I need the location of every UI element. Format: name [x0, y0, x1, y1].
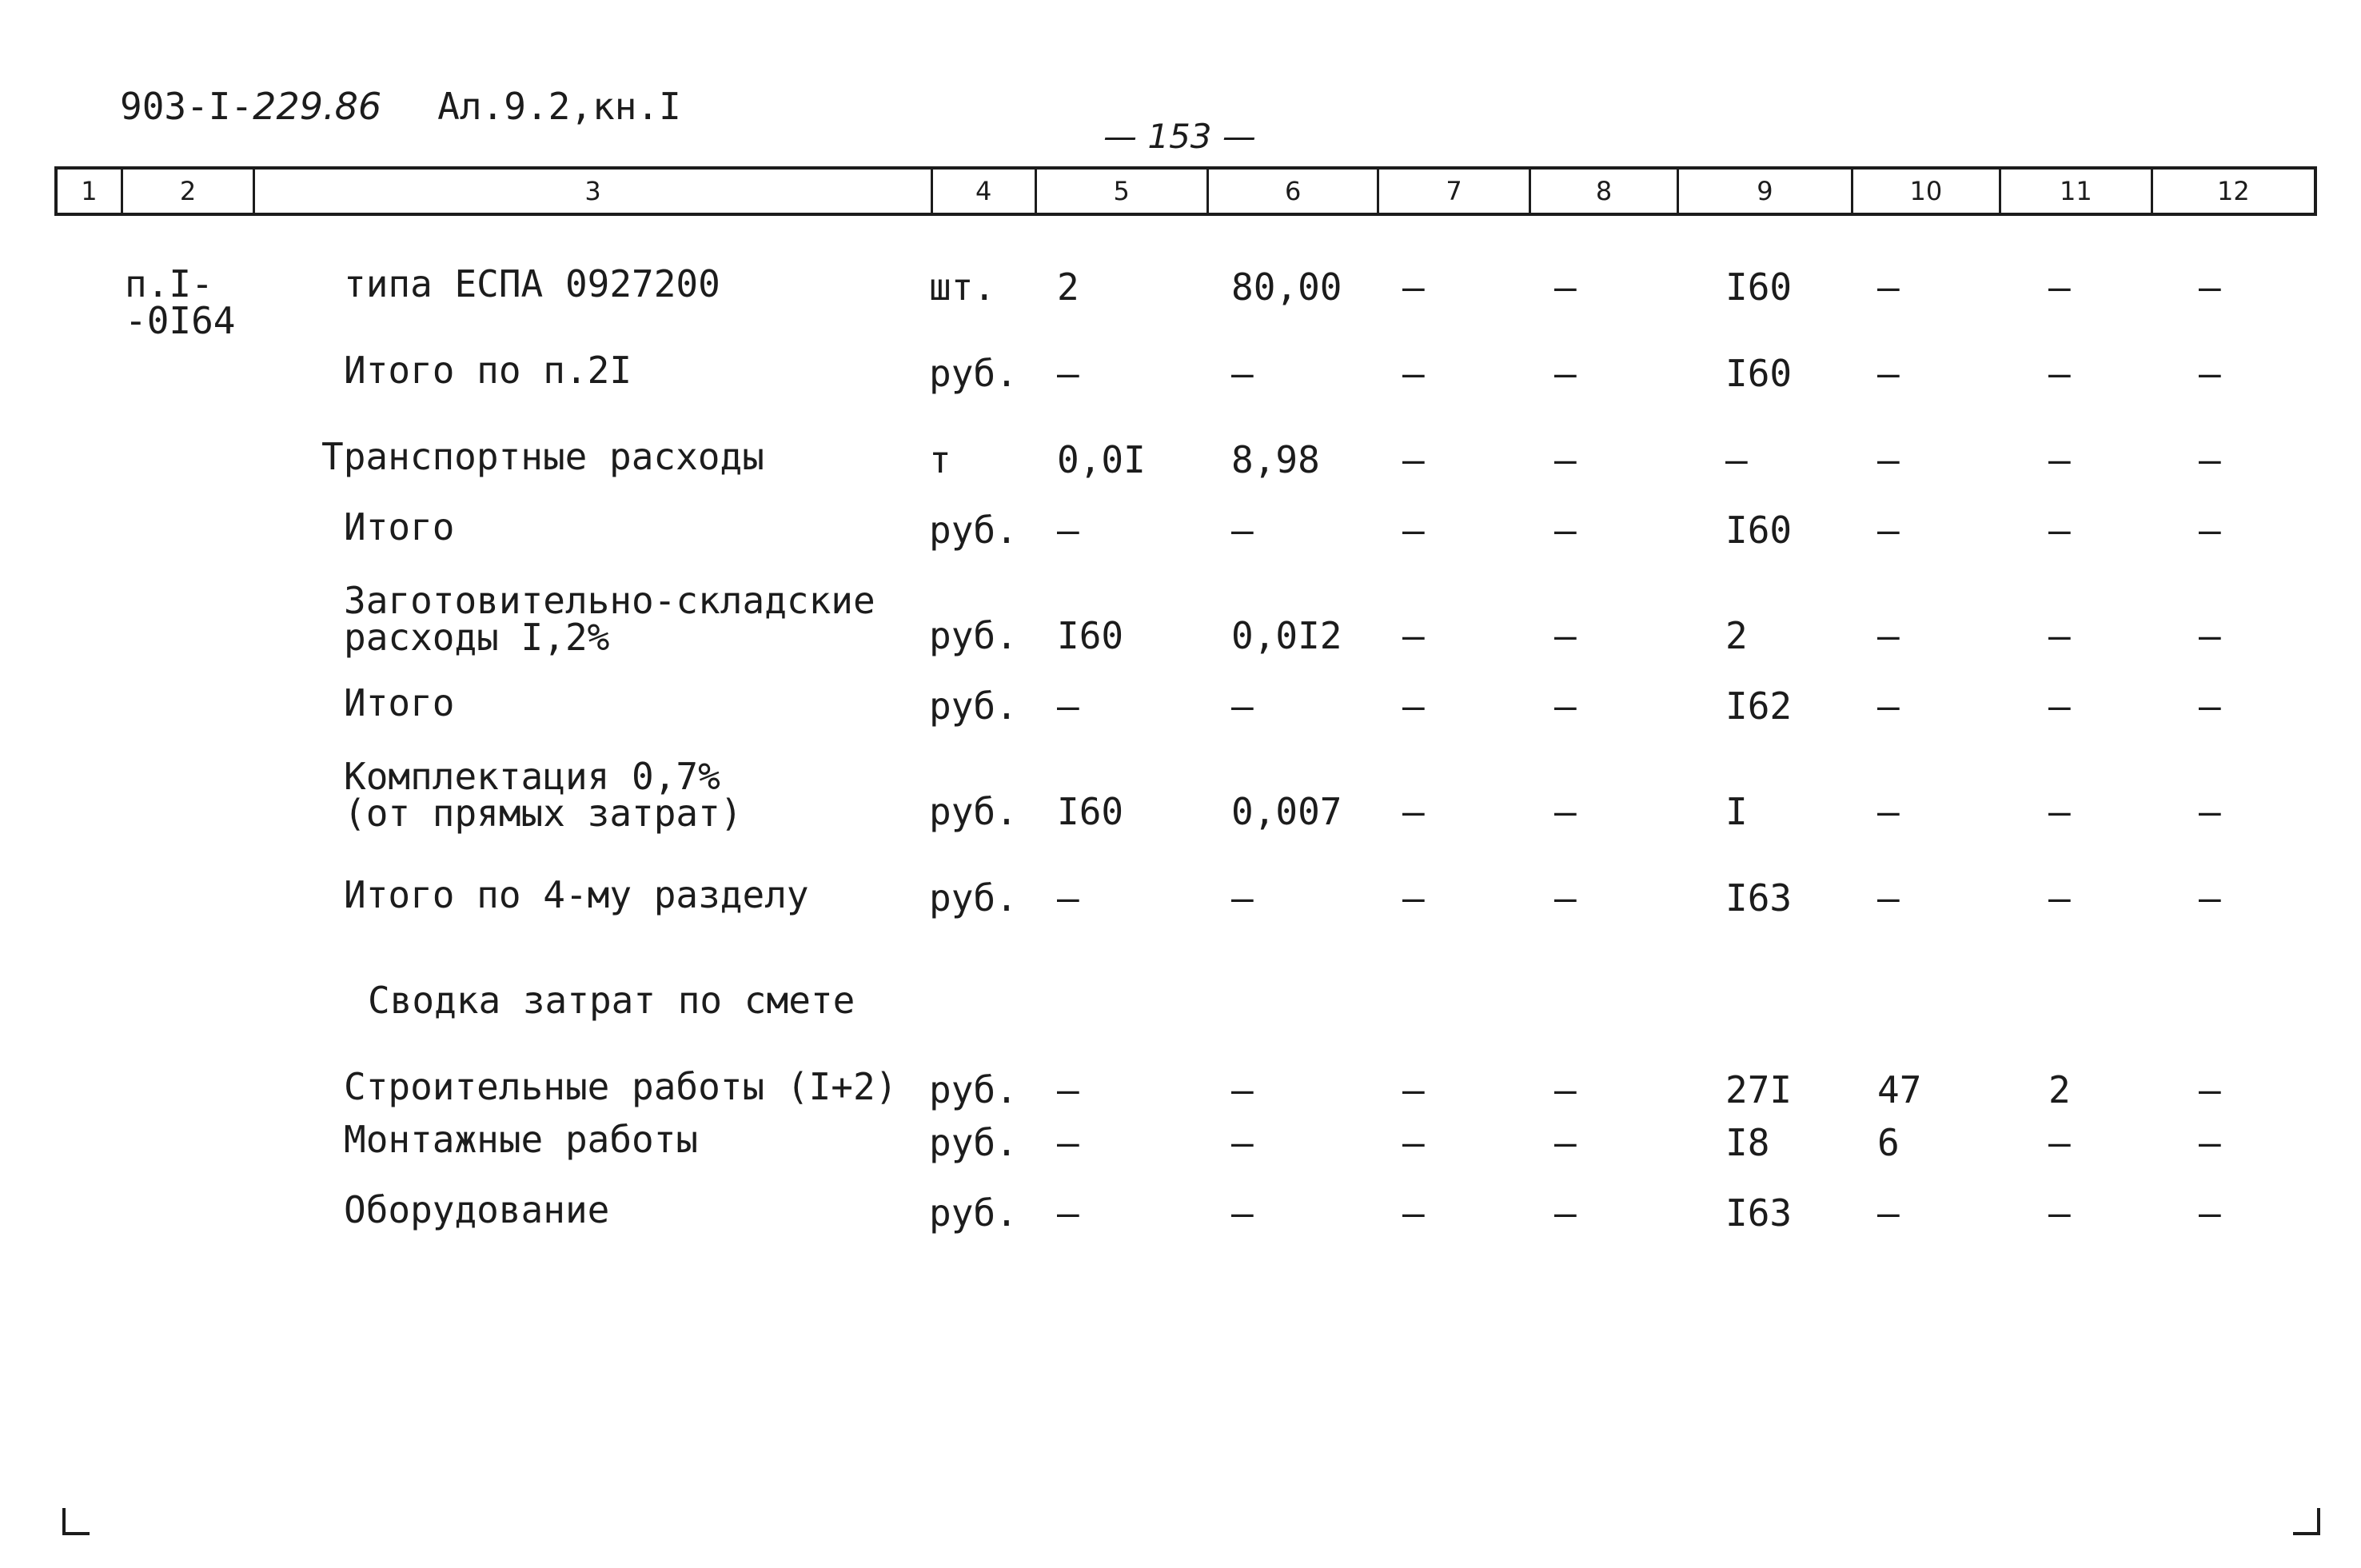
row-quantity: – [1057, 352, 1079, 395]
corner-mark-left [62, 1508, 90, 1535]
row-total: I60 [1725, 265, 1793, 309]
row-col12: – [2199, 438, 2221, 481]
column-header-1: 1 [58, 170, 123, 213]
row-name: Монтажные работы [344, 1118, 699, 1161]
row-name: Строительные работы (I+2) [344, 1065, 898, 1108]
row-total: I60 [1725, 509, 1793, 552]
column-header-9: 9 [1679, 170, 1853, 213]
row-total: I63 [1725, 1191, 1793, 1235]
row-quantity: – [1057, 684, 1079, 728]
row-col7: – [1402, 614, 1425, 657]
row-unit: шт. [929, 265, 996, 309]
section-heading: Сводка затрат по смете [368, 979, 855, 1022]
row-total: I8 [1725, 1121, 1770, 1164]
row-col8: – [1554, 684, 1577, 728]
row-col11: – [2048, 352, 2071, 395]
row-col12: – [2199, 1191, 2221, 1235]
row-unit: руб. [929, 684, 1018, 728]
row-col12: – [2199, 614, 2221, 657]
row-name: Итого по п.2I [344, 349, 632, 392]
row-unit-price: – [1231, 1121, 1254, 1164]
row-col7: – [1402, 509, 1425, 552]
row-col8: – [1554, 1068, 1577, 1111]
row-col8: – [1554, 614, 1577, 657]
row-col12: – [2199, 352, 2221, 395]
row-unit: руб. [929, 876, 1018, 920]
column-header-6: 6 [1209, 170, 1379, 213]
row-col11: – [2048, 509, 2071, 552]
row-col10: – [1877, 509, 1900, 552]
row-col11: – [2048, 790, 2071, 833]
row-unit: руб. [929, 509, 1018, 552]
row-unit: руб. [929, 1121, 1018, 1164]
row-col11: – [2048, 1191, 2071, 1235]
row-col8: – [1554, 1191, 1577, 1235]
row-col7: – [1402, 684, 1425, 728]
row-col11: – [2048, 265, 2071, 309]
row-unit-price: 0,007 [1231, 790, 1342, 833]
row-col11: – [2048, 438, 2071, 481]
row-unit-price: 0,0I2 [1231, 614, 1342, 657]
row-col12: – [2199, 1068, 2221, 1111]
row-name: Итого [344, 681, 455, 724]
row-col8: – [1554, 1121, 1577, 1164]
row-col8: – [1554, 790, 1577, 833]
row-quantity: I60 [1057, 790, 1124, 833]
row-col7: – [1402, 1191, 1425, 1235]
album-reference: Ал.9.2,кн.I [437, 85, 681, 128]
column-header-11: 11 [2001, 170, 2152, 213]
row-col11: 2 [2048, 1068, 2071, 1111]
column-header-5: 5 [1037, 170, 1209, 213]
column-header-7: 7 [1379, 170, 1530, 213]
row-col7: – [1402, 438, 1425, 481]
row-quantity: 2 [1057, 265, 1079, 309]
row-unit-price: – [1231, 1068, 1254, 1111]
row-total: I62 [1725, 684, 1793, 728]
row-col7: – [1402, 876, 1425, 920]
row-code: п.I- -0I64 [125, 262, 236, 342]
row-name: Итого [344, 505, 455, 549]
row-quantity: – [1057, 1191, 1079, 1235]
row-col7: – [1402, 352, 1425, 395]
row-unit-price: – [1231, 509, 1254, 552]
row-total: I63 [1725, 876, 1793, 920]
row-col10: – [1877, 790, 1900, 833]
row-name: Транспортные расходы [321, 435, 764, 478]
row-unit: руб. [929, 1191, 1018, 1235]
column-header-12: 12 [2216, 176, 2250, 206]
row-unit: руб. [929, 1068, 1018, 1111]
row-unit-price: – [1231, 876, 1254, 920]
row-col11: – [2048, 876, 2071, 920]
row-col7: – [1402, 790, 1425, 833]
row-unit: руб. [929, 790, 1018, 833]
row-col10: – [1877, 438, 1900, 481]
row-total: 27I [1725, 1068, 1793, 1111]
row-total: I60 [1725, 352, 1793, 395]
column-header-10: 10 [1853, 170, 2001, 213]
row-unit: т [929, 438, 951, 481]
row-quantity: 0,0I [1057, 438, 1146, 481]
row-name: Оборудование [344, 1188, 610, 1231]
row-unit-price: – [1231, 352, 1254, 395]
column-header-2: 2 [123, 170, 256, 213]
row-col8: – [1554, 352, 1577, 395]
row-quantity: – [1057, 1121, 1079, 1164]
row-col12: – [2199, 265, 2221, 309]
column-header-3: 3 [255, 170, 933, 213]
row-col12: – [2199, 1121, 2221, 1164]
row-col11: – [2048, 684, 2071, 728]
row-quantity: – [1057, 509, 1079, 552]
row-col7: – [1402, 265, 1425, 309]
row-unit-price: 80,00 [1231, 265, 1342, 309]
row-col10: 6 [1877, 1121, 1900, 1164]
row-col12: – [2199, 876, 2221, 920]
document-code [120, 85, 681, 128]
row-total: I [1725, 790, 1748, 833]
column-header-4: 4 [933, 170, 1037, 213]
column-header-8: 8 [1531, 170, 1679, 213]
row-quantity: – [1057, 876, 1079, 920]
row-col12: – [2199, 790, 2221, 833]
row-col7: – [1402, 1068, 1425, 1111]
row-col11: – [2048, 1121, 2071, 1164]
row-col10: – [1877, 1191, 1900, 1235]
row-col8: – [1554, 265, 1577, 309]
row-total: – [1725, 438, 1748, 481]
row-unit-price: – [1231, 684, 1254, 728]
row-col8: – [1554, 509, 1577, 552]
row-col10: – [1877, 614, 1900, 657]
row-name: Комплектация 0,7% (от прямых затрат) [344, 755, 743, 835]
row-col12: – [2199, 684, 2221, 728]
row-col8: – [1554, 876, 1577, 920]
row-name: Итого по 4-му разделу [344, 873, 809, 916]
row-unit: руб. [929, 614, 1018, 657]
column-header-row [54, 166, 2317, 216]
row-col10: – [1877, 684, 1900, 728]
row-total: 2 [1725, 614, 1748, 657]
page-number: — 153 — [1103, 117, 1256, 156]
row-col11: – [2048, 614, 2071, 657]
row-col10: – [1877, 352, 1900, 395]
corner-mark-right [2293, 1508, 2320, 1535]
row-quantity: – [1057, 1068, 1079, 1111]
row-name: Заготовительно-складские расходы I,2% [344, 579, 875, 659]
row-unit-price: 8,98 [1231, 438, 1320, 481]
row-col7: – [1402, 1121, 1425, 1164]
row-unit-price: – [1231, 1191, 1254, 1235]
row-col10: 47 [1877, 1068, 1922, 1111]
row-col10: – [1877, 265, 1900, 309]
row-col10: – [1877, 876, 1900, 920]
row-col12: – [2199, 509, 2221, 552]
doc-code-number: 229.86 [253, 85, 382, 128]
row-name: типа ЕСПА 0927200 [344, 262, 720, 305]
row-quantity: I60 [1057, 614, 1124, 657]
row-unit: руб. [929, 352, 1018, 395]
doc-code-prefix: 903-I- [120, 85, 253, 128]
row-col8: – [1554, 438, 1577, 481]
